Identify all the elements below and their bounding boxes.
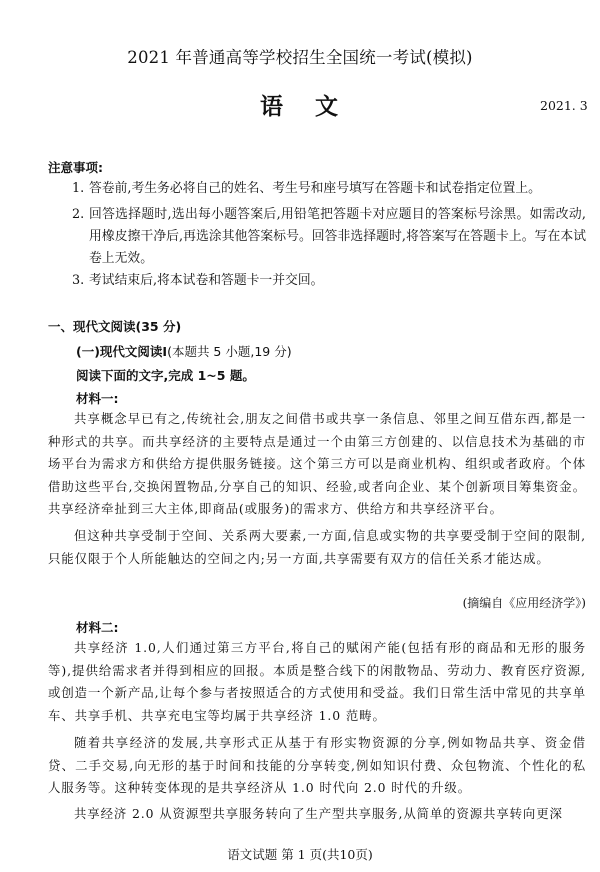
material-2-paragraph-2: 随着共享经济的发展,共享形式正从基于有形实物资源的分享,例如物品共享、资金借贷、二手交易,向无形的基于时间和技能的分享转变,例如知识付费、众包物流、个性化的私人服务等。这种转变体现的是共享经济从 1.0 时代向 2.0 时代的升级。 — [48, 735, 586, 796]
notice-item-number: 1. — [72, 181, 85, 196]
exam-date: 2021. 3 — [540, 98, 588, 113]
reading-instruction: 阅读下面的文字,完成 1~5 题。 — [76, 368, 255, 383]
subject-title-part1: 语 — [260, 93, 285, 120]
subsection-label: (一)现代文阅读Ⅰ — [76, 344, 168, 359]
notice-heading: 注意事项: — [48, 160, 103, 175]
notice-item-number: 2. — [72, 207, 85, 222]
material-1-label: 材料一: — [76, 391, 119, 406]
notice-item-3 — [72, 270, 586, 292]
notice-item-1 — [72, 178, 586, 200]
subject-title — [0, 88, 600, 121]
material-1-source: (摘编自《应用经济学》) — [462, 596, 586, 610]
notice-item-text: 回答选择题时,选出每小题答案后,用铅笔把答题卡对应题目的答案标号涂黑。如需改动,用橡皮擦干净后,再选涂其他答案标号。回答非选择题时,将答案写在答题卡上。写在本试卷上无效。 — [89, 207, 586, 266]
subject-title-part2: 文 — [315, 93, 340, 120]
exam-title: 2021 年普通高等学校招生全国统一考试(模拟) — [127, 48, 473, 67]
material-2-paragraph-3: 共享经济 2.0 从资源型共享服务转向了生产型共享服务,从简单的资源共享转向更深 — [74, 806, 563, 821]
material-2-paragraph-1: 共享经济 1.0,人们通过第三方平台,将自己的赋闲产能(包括有形的商品和无形的服务等),提供给需求者并得到相应的回报。本质是整合线下的闲散物品、劳动力、教育医疗资源,或创造一个新产品,让每个参与者按照适合的方式使用和受益。我们日常生活中常见的共享单车、共享手机、共享充电宝等均属于共享经济 1.0 范畴。 — [48, 640, 586, 723]
section-heading: 一、现代文阅读(35 分) — [48, 319, 182, 334]
notice-item-2 — [72, 204, 586, 270]
notice-item-text: 答卷前,考生务必将自己的姓名、考生号和座号填写在答题卡和试卷指定位置上。 — [89, 181, 541, 196]
material-2-label: 材料二: — [76, 620, 119, 635]
subsection-note: (本题共 5 小题,19 分) — [167, 344, 292, 359]
material-1-paragraph-1: 共享概念早已有之,传统社会,朋友之间借书或共享一条信息、邻里之间互借东西,都是一种形式的共享。而共享经济的主要特点是通过一个由第三方创建的、以信息技术为基础的市场平台为需求方和供给方提供服务链接。这个第三方可以是商业机构、组织或者政府。个体借助这些平台,交换闲置物品,分享自己的知识、经验,或者向企业、某个创新项目筹集资金。共享经济牵扯到三大主体,即商品(或服务)的需求方、供给方和共享经济平台。 — [48, 411, 586, 517]
notice-item-text: 考试结束后,将本试卷和答题卡一并交回。 — [89, 273, 324, 288]
subsection-heading — [76, 342, 292, 360]
page-footer: 语文试题 第 1 页(共10页) — [227, 847, 373, 862]
material-1-paragraph-2: 但这种共享受制于空间、关系两大要素,一方面,信息或实物的共享要受制于空间的限制,只能仅限于个人所能触达的空间之内;另一方面,共享需要有双方的信任关系才能达成。 — [48, 528, 586, 566]
notice-item-number: 3. — [72, 273, 85, 288]
